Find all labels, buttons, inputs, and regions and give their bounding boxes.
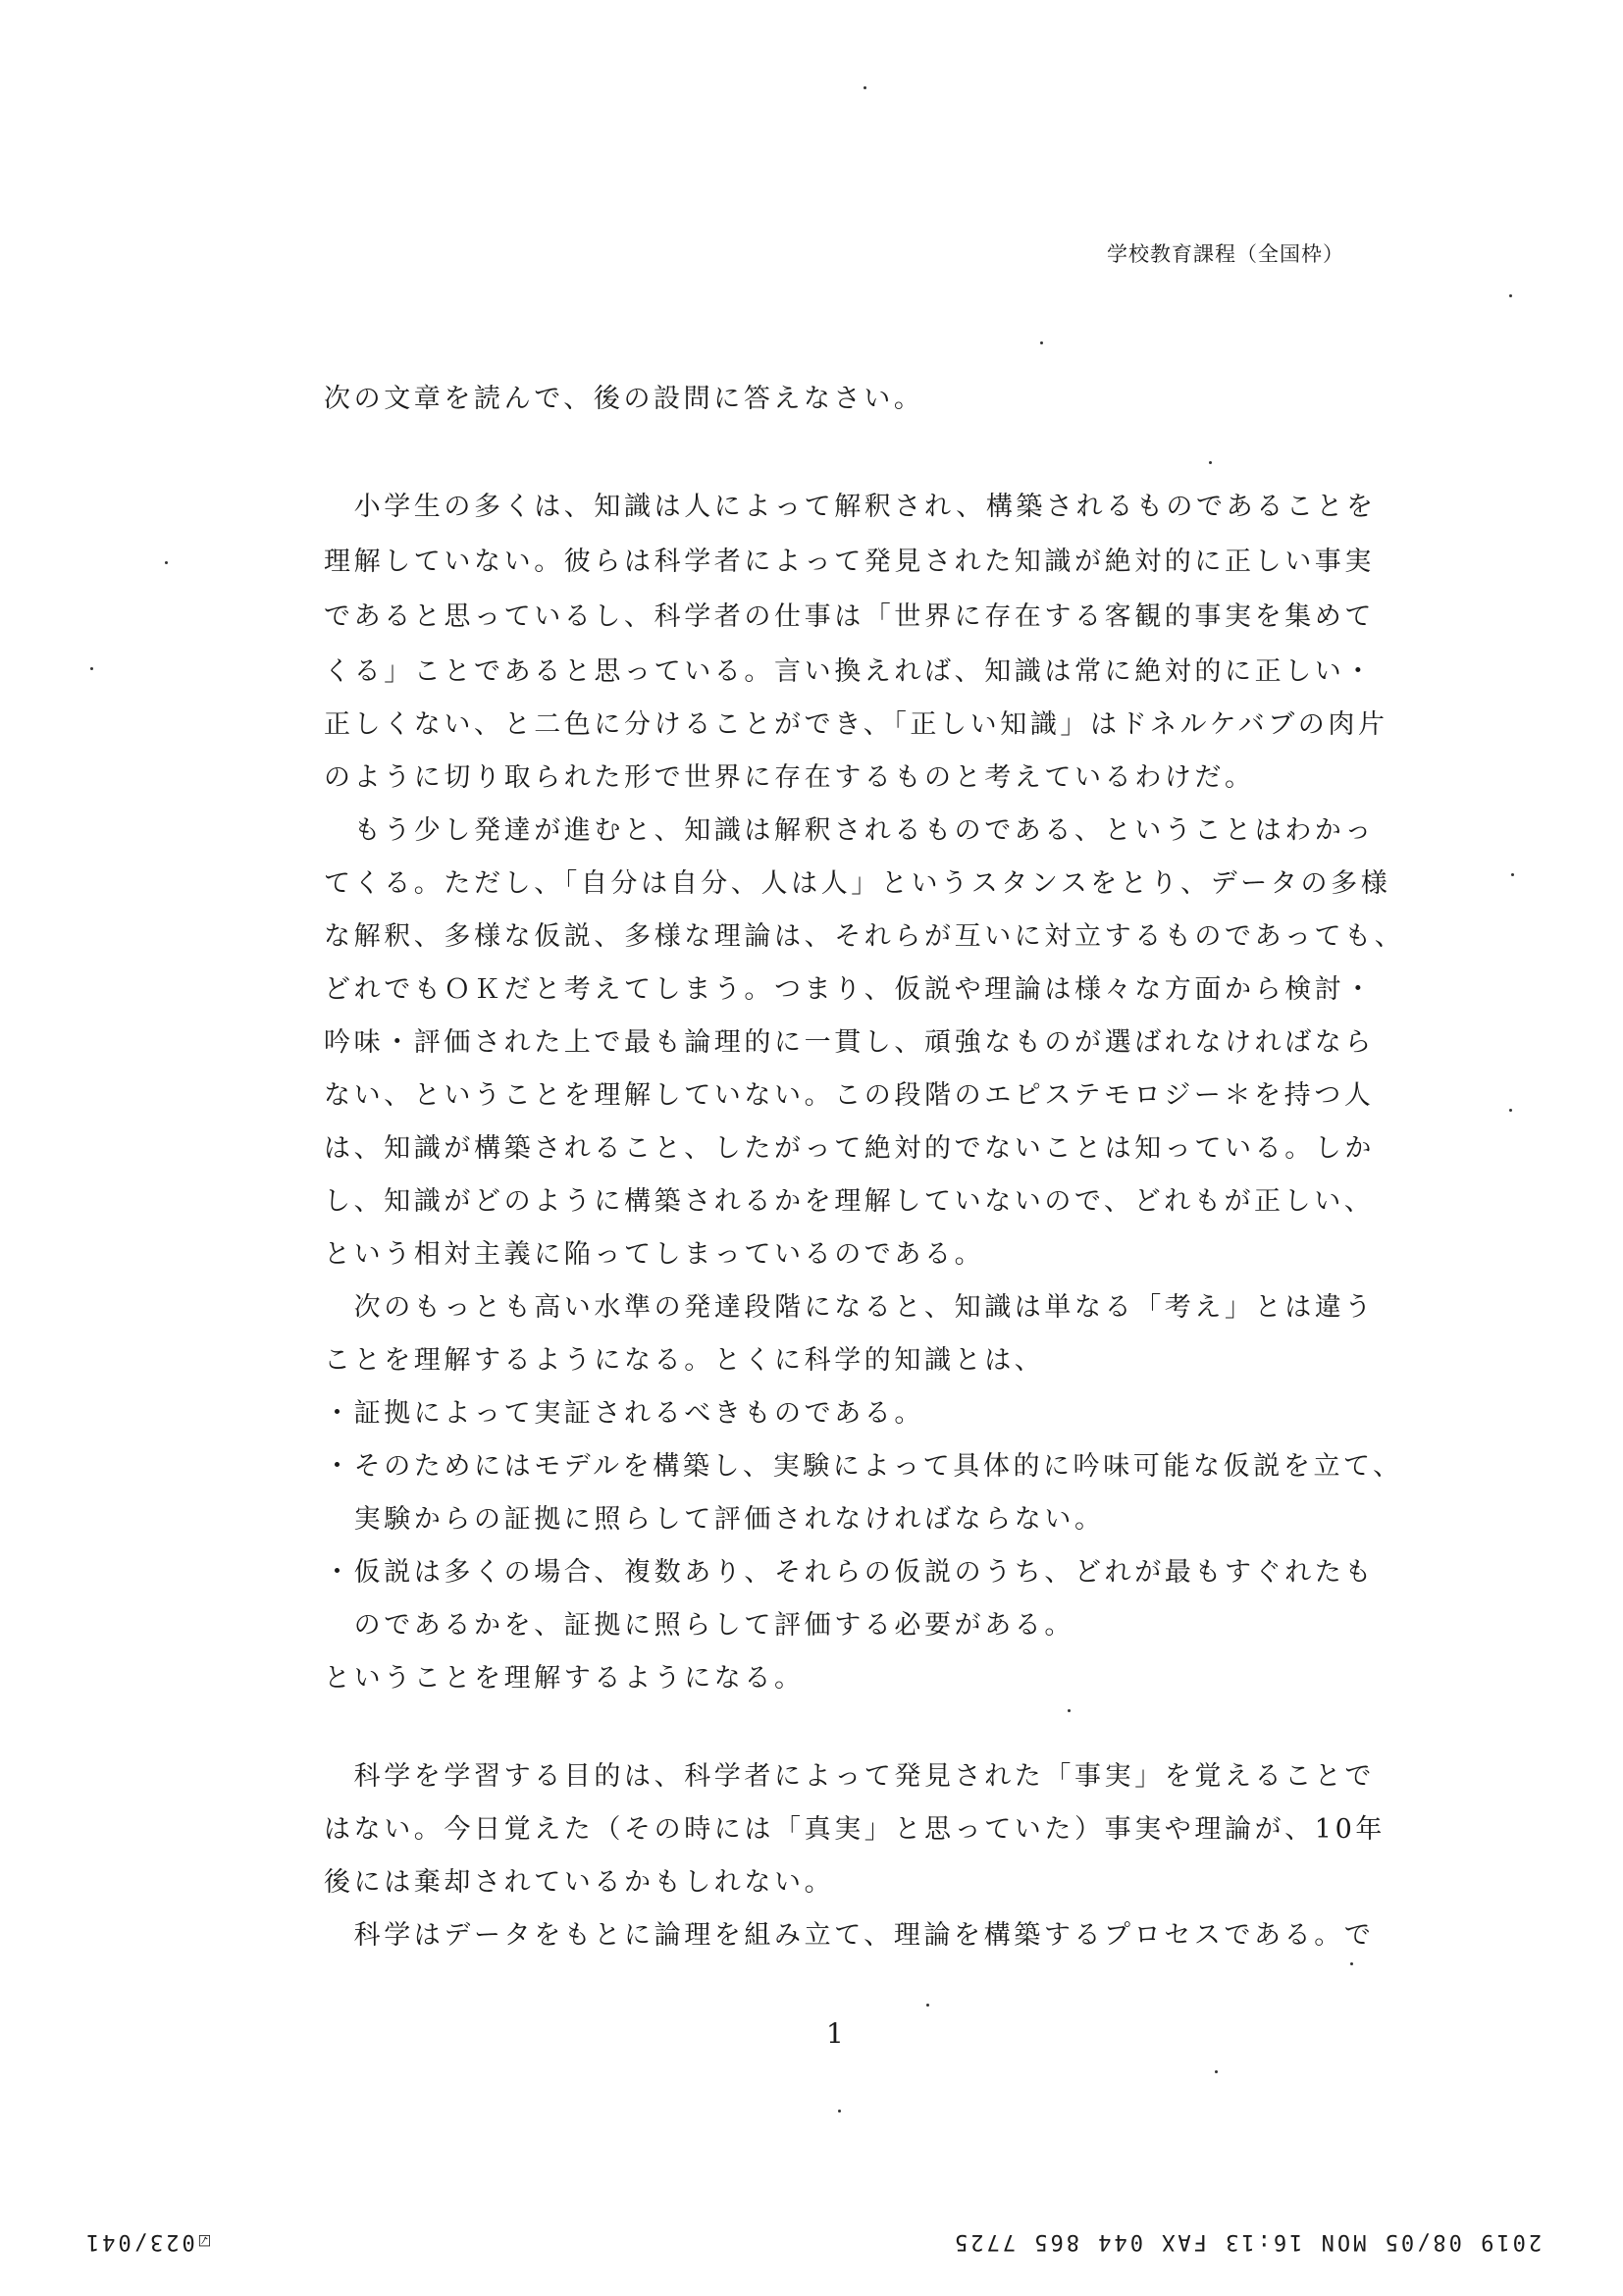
body-line: 吟味・評価された上で最も論理的に一貫し、頑強なものが選ばれなければなら [324,1027,1375,1058]
body-line: 次のもっとも高い水準の発達段階になると、知識は単なる「考え」とは違う [324,1292,1375,1323]
page-number: 1 [826,2017,844,2050]
fax-page-count: ☑023/041 [83,2229,211,2254]
body-line: くる」ことであると思っている。言い換えれば、知識は常に絶対的に正しい・ [324,656,1375,687]
scan-speck [1509,294,1512,297]
body-line: 科学はデータをもとに論理を組み立て、理論を構築するプロセスである。で [324,1920,1375,1951]
body-line: ということを理解するようになる。 [324,1663,805,1694]
body-line: 小学生の多くは、知識は人によって解釈され、構築されるものであることを [324,492,1377,522]
scan-speck [1209,461,1212,464]
scan-speck [838,2110,841,2113]
bullet-item-continuation: 実験からの証拠に照らして評価されなければならない。 [324,1504,1105,1535]
scan-speck [1215,2070,1218,2073]
body-line: 科学を学習する目的は、科学者によって発見された「事実」を覚えることで [324,1761,1375,1792]
bullet-item: ・証拠によって実証されるべきものである。 [324,1398,924,1429]
scan-speck [926,2004,929,2007]
body-line: はない。今日覚えた（その時には「真実」と思っていた）事実や理論が、10年 [324,1814,1386,1845]
scan-speck [165,561,168,564]
body-line: のように切り取られた形で世界に存在するものと考えているわけだ。 [324,762,1255,793]
body-line: は、知識が構築されること、したがって絶対的でないことは知っている。しか [324,1133,1375,1164]
bullet-item: ・そのためにはモデルを構築し、実験によって具体的に吟味可能な仮説を立て、 [324,1451,1403,1482]
body-line: 理解していない。彼らは科学者によって発見された知識が絶対的に正しい事実 [324,547,1375,577]
exam-category-label: 学校教育課程（全国枠） [1107,242,1344,266]
body-line: し、知識がどのように構築されるかを理解していないので、どれもが正しい、 [324,1186,1375,1217]
bullet-item: ・仮説は多くの場合、複数あり、それらの仮説のうち、どれが最もすぐれたも [324,1557,1375,1588]
body-line: ことを理解するようになる。とくに科学的知識とは、 [324,1345,1045,1376]
scan-speck [1068,1709,1071,1712]
body-line: 正しくない、と二色に分けることができ、「正しい知識」はドネルケバブの肉片 [324,709,1388,740]
scan-speck [864,86,866,89]
body-line: もう少し発達が進むと、知識は解釈されるものである、ということはわかっ [324,815,1375,846]
fax-transmission-header: 2019 08/05 MON 16:13 FAX 044 865 7725 [952,2229,1543,2254]
body-line: どれでもＯＫだと考えてしまう。つまり、仮説や理論は様々な方面から検討・ [324,974,1375,1005]
bullet-item-continuation: のであるかを、証拠に照らして評価する必要がある。 [324,1610,1074,1641]
scan-speck [1511,873,1514,876]
scan-speck [1350,1962,1353,1965]
body-line: てくる。ただし、「自分は自分、人は人」というスタンスをとり、データの多様 [324,868,1391,899]
scan-speck [90,667,93,670]
body-line: 後には棄却されているかもしれない。 [324,1867,835,1898]
scan-speck [1040,341,1043,344]
body-line: ない、ということを理解していない。この段階のエピステモロジー＊を持つ人 [324,1080,1375,1111]
scan-speck [1509,1109,1512,1112]
instruction-text: 次の文章を読んで、後の設問に答えなさい。 [324,384,924,414]
body-line: という相対主義に陥ってしまっているのである。 [324,1239,985,1270]
body-line: な解釈、多様な仮説、多様な理論は、それらが互いに対立するものであっても、 [324,921,1405,952]
body-line: であると思っているし、科学者の仕事は「世界に存在する客観的事実を集めて [324,601,1375,632]
